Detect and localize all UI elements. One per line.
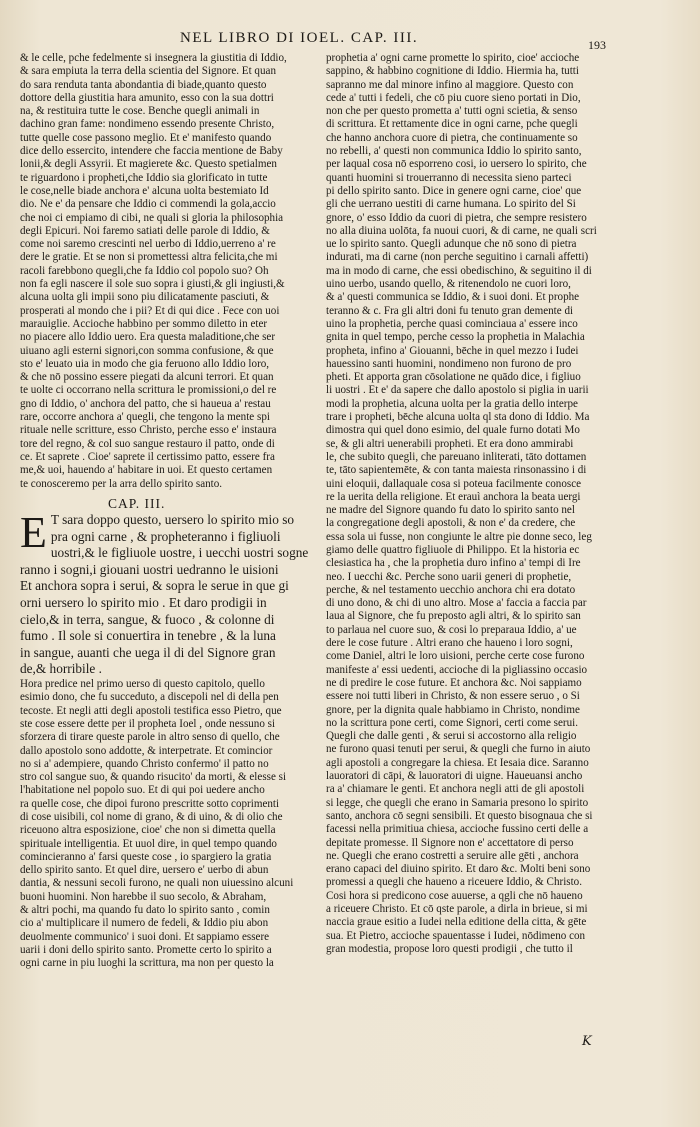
text-line: & altri pochi, ma quando fu dato lo spirito santo , comin	[20, 904, 270, 917]
text-line: tecoste. Et negli atti degli apostoli testifica esso Pietro, que	[20, 704, 282, 717]
text-line: dice dello essercito, intendere che faccia mentione de Baby	[20, 145, 283, 158]
verse-line: de,& horribile .	[20, 661, 102, 677]
text-line: Cosi hora si predicono cose auuerse, a qgli che nō haueno	[326, 889, 583, 902]
text-line: le, che subito quegli, che pareuano inliterati, tāto dottamen	[326, 450, 587, 463]
text-line: giamo delle quattro figliuole di Philippo. Et la historia ec	[326, 543, 580, 556]
text-line: dello spirito santo. Et quel dire, uersero e' uerbo di abun	[20, 864, 269, 877]
text-line: agli apostoli a congregare la chiesa. Et Iesaia dice. Saranno	[326, 756, 589, 769]
text-line: facessi nella primitiua chiesa, accioche fussino certi delle a	[326, 823, 589, 836]
text-line: gno di Iddio, o' anchora del patto, che si haueua a' restau	[20, 397, 271, 410]
text-line: si legge, che quegli che erano in Samaria presono lo spirito	[326, 796, 589, 809]
text-line: dimostra qui quel dono esimio, del quale furno dotati Mo	[326, 424, 580, 437]
text-line: di scrittura. Et rettamente dice in ogni carne, pche quegli	[326, 118, 578, 131]
text-line: esimio dono, che fu succeduto, a discepoli nel di della pen	[20, 691, 279, 704]
text-line: sua. Et Pietro, accioche spauentasse i Iudei, nōdimeno con	[326, 929, 586, 942]
text-line: na, & restituira tutte le cose. Benche quegli animali in	[20, 105, 260, 118]
text-line: pheti. Et apporta gran cōsolatione ne quādo dice, i figliuo	[326, 371, 581, 384]
text-line: gran modestia, propose loro questi prodigii , che tutto il	[326, 942, 573, 955]
text-line: dere le gratie. Et se non si promettessi altra felicita,che mi	[20, 251, 278, 264]
text-line: stro col sangue suo, & quando risucito' da morti, & elesse si	[20, 771, 287, 784]
text-line: ma in modo di carne, che essi obedischino, & seguitino il di	[326, 264, 592, 277]
drop-cap: E	[20, 508, 47, 558]
signature-mark: K	[582, 1034, 592, 1049]
text-line: di uno dono, & chi di uno altro. Mose a' faccia a faccia par	[326, 597, 587, 610]
text-line: gnita in quel tempo, perche cesso la prophetia in Malachia	[326, 331, 585, 344]
text-line: laua al Signore, che fu preposto agli altri, & lo spirito san	[326, 610, 581, 623]
text-line: to parlaua nel cuore suo, & cosi lo preparaua Iddio, a' ue	[326, 623, 577, 636]
verse-line: T sara doppo questo, uersero lo spirito mio so	[50, 512, 295, 528]
text-line: modi la prophetia, alcuna uolta per la gratia dello interpe	[326, 397, 578, 410]
text-line: essere noi tutti liberi in Christo, & non essere seruo , o Si	[326, 690, 580, 703]
text-line: deuolmente communico' i suoi doni. Et sappiamo essere	[20, 930, 270, 943]
verse-line: orni uersero lo spirito mio . Et daro prodigii in	[20, 595, 267, 611]
verse-line: cielo,& in terra, sangue, & fuoco , & colonne di	[20, 611, 275, 627]
text-line: propheta, infino a' Giouanni, bēche in quel mezzo i Iudei	[326, 344, 579, 357]
text-line: trare i propheti, bēche alcuna uolta ql sta dono di Iddio. Ma	[326, 411, 590, 424]
text-line: Quegli che dalle genti , & serui si accostorno alla religio	[326, 730, 577, 743]
text-line: non che per questo prometta a' tutti ogni scietia, & senso	[326, 105, 578, 118]
text-line: clesiastica ha , che la prophetia duro infino a' tempi di Ire	[326, 557, 581, 570]
text-line: sapranno me dal minore infino al maggiore. Questo con	[326, 78, 574, 91]
text-line: & a' questi communica se Iddio, & i suoi doni. Et prophe	[326, 291, 580, 304]
text-line: spirituale intelligentia. Et uuol dire, in quel tempo quando	[20, 837, 277, 850]
text-line: cede a' tutti i fedeli, che cō piu cuore sieno portati in Dio,	[326, 91, 581, 104]
text-line: promessi a quegli che haueno a riceuere Iddio, & Christo.	[326, 876, 583, 889]
text-line: uino uerbo, usando quello, & ritenendolo ne cuori loro,	[326, 278, 571, 291]
text-line: tore del regno, & col suo sangue restauro il patto, onde di	[20, 437, 275, 450]
text-line: uiuano agli esterni signori,con somma confusione, & que	[20, 344, 274, 357]
running-head: NEL LIBRO DI IOEL. CAP. III.	[180, 30, 419, 46]
left-column-commentary	[20, 52, 316, 491]
text-line: riceuono altra esposizione, cioe' che non si dimetta quella	[20, 824, 276, 837]
chapter-heading: CAP. III.	[108, 495, 166, 511]
text-line: quanti huomini si trouerranno di necessita sieno parteci	[326, 171, 572, 184]
text-line: a riceuere Christo. Et cō qste parole, a dirla in brieue, si mi	[326, 903, 588, 915]
text-line: degli Epicuri. Noi faremo satiati delle parole di Iddio, &	[20, 224, 270, 237]
text-line: prosperati al mondo che i pii? Et di qui dice . Fece con uoi	[20, 304, 280, 317]
text-line: perche, & nel testamento uecchio anchora chi era dotato	[326, 583, 576, 596]
text-line: Hora predice nel primo uerso di questo capitolo, quello	[20, 678, 265, 691]
left-column	[20, 52, 316, 971]
text-line: marauiglie. Accioche habbino per sommo diletto in eter	[20, 317, 268, 330]
text-line: prophetia a' ogni carne promette lo spirito, cioe' accioche	[326, 52, 580, 64]
text-line: come noi saremo crescinti nel uerbo di Iddio,uerreno a' re	[20, 238, 276, 251]
text-line: lonii,& degli Assyrii. Et magierete &c. Questo spetialmen	[20, 158, 277, 171]
text-line: do sara renduta tanta abondantia di biade,quanto questo	[20, 78, 267, 91]
text-line: no alla diuina uolōta, fa nuoui cuori, & di carne, ne quali scri	[326, 224, 597, 237]
left-column-exposition	[20, 678, 316, 971]
text-line: di cose uisibili, col nome di grano, & di uino, & di olio che	[20, 811, 283, 823]
text-line: rituale nelle scritture, esso Christo, perche esso e' instaura	[20, 424, 277, 437]
text-line: manifeste a' essi uedenti, accioche di la pigliassino occasio	[326, 663, 588, 676]
text-line: dachino gran fame: nondimeno essendo presente Christo,	[20, 118, 275, 131]
text-line: dottore della giustitia hara amunito, esso con la sua dottri	[20, 91, 274, 104]
text-line: te uolte ci occorrano nella scrittura le promissioni,o del re	[20, 384, 277, 397]
text-line: indurati, ma di carne (non perche seguitino i carnali affetti)	[326, 251, 589, 264]
text-line: per laqual cosa nō esporreno cosi, io uersero lo spirito, che	[326, 158, 587, 171]
text-line: alcuna uolta gli impii sono piu dilicatamente pasciuti, &	[20, 291, 270, 304]
text-line: ue lo spirito santo. Quegli adunque che nō sono di pietra	[326, 238, 577, 251]
text-line: dantia, & nessuni secoli furono, ne quali non uiuessino alcuni	[20, 877, 294, 890]
text-line: no si a' adempiere, quando Christo confermo' il patto no	[20, 757, 269, 770]
text-line: tutte quelle cose passono meglio. Et e' manifesto quando	[20, 131, 272, 144]
text-line: te, tāto sapientemēte, & con tanta maiesta rinsonassino i di	[326, 464, 587, 477]
text-line: neo. I uecchi &c. Perche sono uarii generi di prophetie,	[326, 570, 572, 583]
text-line: te riguardono i propheti,che Iddio sia glorificato in tutte	[20, 171, 268, 184]
text-line: santo, anchora cō segni sensibili. Et questo bisognaua che si	[326, 809, 593, 822]
scripture-verse-block	[20, 508, 316, 678]
text-line: teranno & c. Fra gli altri doni fu tenuto gran demente di	[326, 304, 574, 317]
right-column	[326, 52, 624, 956]
text-line: dallo apostolo sono addotte, & interpetrate. Et comincior	[20, 744, 273, 757]
text-line: gli che uerrano uestiti di carne humana. Lo spirito del Si	[326, 198, 576, 211]
verse-line: Et anchora sopra i serui, & sopra le serue in que gi	[20, 578, 289, 594]
text-line: ra a' chiamare le genti. Et anchora negli atti de gli apostoli	[326, 783, 585, 796]
text-line: uini eloquii, dallaquale cosa si poteua facilmente conosce	[326, 477, 582, 490]
text-line: ne di predire le cose future. Et anchora &c. Noi sappiamo	[326, 676, 582, 689]
scripture-verse-lines	[20, 508, 316, 678]
text-line: & sara empiuta la terra della scientia del Signore. Et quan	[20, 65, 276, 78]
text-line: te conosceremo per la arra dello spirito santo.	[20, 477, 223, 490]
verse-line: uostri,& le figliuole uostre, i uecchi uostri sogne	[50, 545, 309, 561]
text-line: buoni huomini. Non harebbe il suo secolo, & Abraham,	[20, 890, 267, 903]
verse-line: pra ogni carne , & propheteranno i figliuoli	[50, 528, 281, 544]
text-line: gnore, per la dignita quale habbiamo in Christo, nondime	[326, 703, 580, 716]
text-line: le cose,nelle biade anchora e' alcuna uolta bestemiato Id	[20, 184, 269, 197]
text-line: racoli farebbono quegli,che fa Iddio col popolo suo? Oh	[20, 264, 269, 277]
text-line: comincieranno a' farsi queste cose , io spargiero la gratia	[20, 850, 272, 863]
verse-line: ranno i sogni,i giouani uostri uedranno le uisioni	[20, 561, 279, 577]
text-line: ra quelle cose, che dipoi furono prescritte sotto coprimenti	[20, 797, 280, 810]
text-line: sto e' leuato uia in modo che gia feruono allo Iddio loro,	[20, 357, 270, 370]
text-line: depitate promesse. Il Signore non e' accettatore di perso	[326, 836, 574, 849]
text-line: hauessino santi huomini, nondimeno non furono de pro	[326, 357, 572, 370]
text-line: sforzera di tirare queste parole in altro senso di quello, che	[20, 731, 280, 744]
text-line: ne madre del Signore quando fu dato lo spirito santo nel	[326, 504, 575, 517]
verse-line: in sangue, auanti che uega il di del Signore gran	[20, 644, 276, 660]
verse-line: fumo . Il sole si conuertira in tenebre , & la luna	[20, 628, 276, 644]
text-line: ce. Et saprete . Cioe' saprete il certissimo patto, essere fra	[20, 450, 275, 463]
text-line: ne. Quegli che erano costretti a seruire alle gēti , anchora	[326, 849, 579, 862]
text-line: non fa egli nascere il sole suo sopra i giusti,& gli ingiusti,&	[20, 278, 285, 291]
text-line: come Daniel, altri le loro uisioni, perche certe cose furono	[326, 650, 585, 663]
text-line: uarii i doni dello spirito santo. Promette certo lo spirito a	[20, 943, 272, 956]
text-line: dio. Ne e' da pensare che Iddio ci commendi la gola,accio	[20, 198, 276, 211]
text-line: no la scrittura pone certi, come Signori, certi come serui.	[326, 716, 578, 729]
text-line: erano capaci del diuino spirito. Et daro &c. Molti beni sono	[326, 863, 591, 876]
text-line: che hanno anchora cuore di pietra, che continuamente so	[326, 131, 578, 144]
text-line: ste cose essere dette per il propheta Ioel , onde nessuno si	[20, 717, 276, 730]
text-line: gnore, o' esso Iddio da cuori di pietra, che sempre resistero	[326, 211, 587, 224]
text-line: l'habitatione nel popolo suo. Et di qui poi uedere ancho	[20, 784, 265, 797]
text-line: li uostri . Et e' da sapere che dallo apostolo si piglia in uarii	[326, 384, 589, 397]
text-line: essa sola ui fusse, non congiunte le altre pie donne seco, leg	[326, 530, 592, 543]
text-line: ne furono quasi tenuti per serui, & quegli che furno in aiuto	[326, 743, 591, 756]
text-line: me,& uoi, hauendo a' habitare in uoi. Et questo certamen	[20, 464, 273, 477]
text-line: sappino, & habbino cognitione di Iddio. Hiermia ha, tutti	[326, 65, 579, 78]
text-line: re la uerita della religione. Et erauì anchora la beata uergi	[326, 490, 581, 503]
text-line: & che nō possino essere piegati da alcuni terrori. Et quan	[20, 371, 274, 384]
text-line: pi dello spirito santo. Dice in genere ogni carne, cioe' que	[326, 184, 582, 197]
text-line: rare, occorre anchora a' quegli, che tengono la mente spi	[20, 411, 270, 424]
text-line: uino la prophetia, perche quasi cominciaua a' essere inco	[326, 317, 578, 330]
text-line: cio a' multiplicare il numero de fedeli, & Iddio piu abon	[20, 917, 269, 930]
page-number: 193	[588, 38, 606, 52]
right-column-text	[326, 52, 624, 956]
text-line: naccia graue esitio a Iudei nella editione della citta, & gēte	[326, 916, 587, 929]
text-line: no rebelli, a' questi non communica Iddio lo spirito santo,	[326, 145, 582, 158]
text-line: ogni carne in piu luoghi la scrittura, ma non per questo la	[20, 957, 274, 970]
text-line: no piacere allo Iddio uero. Era questa maladitione,che ser	[20, 331, 276, 344]
text-line: se, & gli altri uenerabili propheti. Et era dono ammirabi	[326, 437, 574, 450]
text-line: la congregatione degli apostoli, & non e' da credere, che	[326, 517, 576, 530]
text-line: lauoratori di cāpi, & lauoratori di uigne. Haueuansi ancho	[326, 770, 583, 783]
text-line: dere le cose future . Altri erano che haueno i loro sogni,	[326, 637, 573, 650]
text-line: che noi ci empiamo di cibi, ne quali si gloria la philosophia	[20, 211, 284, 224]
text-line: & le celle, pche fedelmente si insegnera la giustitia di Iddio,	[20, 52, 287, 64]
